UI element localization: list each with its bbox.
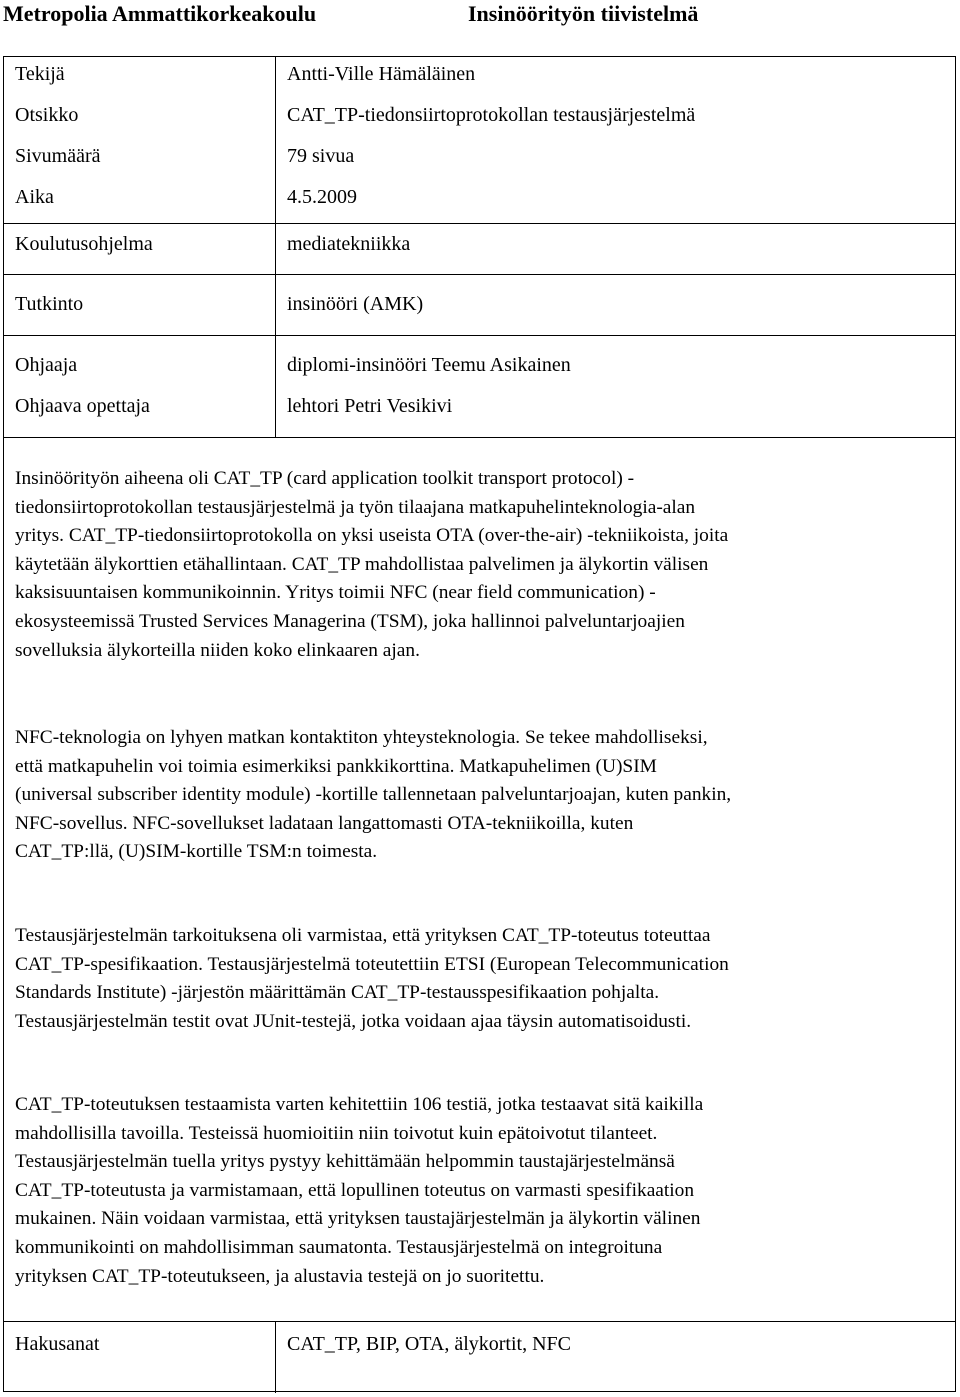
teacher-value: lehtori Petri Vesikivi [287, 395, 453, 417]
paragraph-line: Insinöörityön aiheena oli CAT_TP (card application toolkit transport protocol) - [15, 468, 635, 489]
supervisor-value: diplomi-insinööri Teemu Asikainen [287, 354, 571, 376]
paragraph-line: Testausjärjestelmän tarkoituksena oli varmistaa, että yrityksen CAT_TP-toteutus toteuttaa [15, 925, 711, 946]
abstract-paragraph-4 [15, 1091, 950, 1291]
paragraph-line: sovelluksia älykorteilla niiden koko elinkaaren ajan. [15, 639, 420, 661]
document-header [3, 0, 958, 28]
paragraph-line: NFC-sovellus. NFC-sovellukset ladataan langattomasti OTA-tekniikoilla, kuten [15, 812, 634, 834]
divider [4, 437, 955, 438]
abstract-form [3, 56, 956, 1392]
divider [4, 223, 955, 224]
author-label: Tekijä [15, 63, 65, 85]
paragraph-line: CAT_TP-toteutusta ja varmistamaan, että lopullinen toteutus on varmasti spesifikaation [15, 1179, 695, 1201]
paragraph-line: CAT_TP-toteutuksen testaamista varten kehitettiin 106 testiä, jotka testaavat sitä kaikilla [15, 1094, 704, 1115]
divider [4, 274, 955, 275]
supervisor-label: Ohjaaja [15, 354, 78, 376]
pages-label: Sivumäärä [15, 145, 101, 167]
paragraph-line: CAT_TP-spesifikaation. Testausjärjestelmä toteutettiin ETSI (European Telecommunication [15, 953, 729, 975]
program-label: Koulutusohjelma [15, 233, 153, 255]
paragraph-line: käytetään älykorttien etähallintaan. CAT_TP mahdollistaa palvelimen ja älykortin välisen [15, 553, 709, 575]
document-title: Insinöörityön tiivistelmä [468, 1, 699, 26]
paragraph-line: yritys. CAT_TP-tiedonsiirtoprotokolla on yksi useista OTA (over-the-air) -tekniikoista, joita [15, 525, 729, 547]
pages-value: 79 sivua [287, 145, 355, 167]
paragraph-line: Standards Institute) -järjestön määrittämän CAT_TP-testausspesifikaation pohjalta. [15, 982, 660, 1004]
abstract-paragraph-2 [15, 724, 950, 867]
date-value: 4.5.2009 [287, 186, 357, 208]
title-label: Otsikko [15, 104, 79, 126]
keywords-value: CAT_TP, BIP, OTA, älykortit, NFC [287, 1333, 571, 1355]
paragraph-line: kaksisuuntaisen kommunikoinnin. Yritys toimii NFC (near field communication) - [15, 582, 656, 604]
paragraph-line: mukainen. Näin voidaan varmistaa, että yrityksen taustajärjestelmän ja älykortin välinen [15, 1208, 701, 1230]
program-value: mediatekniikka [287, 233, 411, 255]
paragraph-line: CAT_TP:llä, (U)SIM-kortille TSM:n toimesta. [15, 841, 378, 863]
school-name: Metropolia Ammattikorkeakoulu [3, 1, 317, 26]
paragraph-line: ekosysteemissä Trusted Services Managerina (TSM), joka hallinnoi palveluntarjoajien [15, 610, 685, 632]
degree-label: Tutkinto [15, 293, 84, 315]
degree-value: insinööri (AMK) [287, 293, 424, 315]
author-value: Antti-Ville Hämäläinen [287, 63, 476, 85]
paragraph-line: NFC-teknologia on lyhyen matkan kontaktiton yhteysteknologia. Se tekee mahdolliseksi, [15, 727, 708, 748]
title-value: CAT_TP-tiedonsiirtoprotokollan testausjärjestelmä [287, 104, 696, 126]
paragraph-line: kommunikointi on mahdollisimman saumatonta. Testausjärjestelmä on integroituna [15, 1236, 663, 1258]
column-divider [275, 57, 276, 437]
column-divider [275, 1321, 276, 1393]
abstract-paragraph-3 [15, 922, 950, 1036]
paragraph-line: että matkapuhelin voi toimia esimerkiksi pankkikorttina. Matkapuhelimen (U)SIM [15, 755, 657, 777]
abstract-paragraph-1 [15, 465, 950, 665]
divider [4, 335, 955, 336]
paragraph-line: tiedonsiirtoprotokollan testausjärjestelmä ja työn tilaajana matkapuhelinteknologia-alan [15, 496, 696, 518]
teacher-label: Ohjaava opettaja [15, 395, 150, 417]
paragraph-line: (universal subscriber identity module) -kortille tallennetaan palveluntarjoajan, kuten pankin, [15, 784, 732, 806]
date-label: Aika [15, 186, 54, 208]
paragraph-line: yrityksen CAT_TP-toteutukseen, ja alustavia testejä on jo suoritettu. [15, 1265, 545, 1287]
paragraph-line: mahdollisilla tavoilla. Testeissä huomioitiin niin toivotut kuin epätoivotut tilanteet. [15, 1122, 658, 1144]
paragraph-line: Testausjärjestelmän tuella yritys pystyy kehittämään helpommin taustajärjestelmänsä [15, 1151, 675, 1173]
paragraph-line: Testausjärjestelmän testit ovat JUnit-testejä, jotka voidaan ajaa täysin automatisoidusti. [15, 1010, 692, 1032]
keywords-label: Hakusanat [15, 1333, 100, 1355]
divider [4, 1321, 955, 1322]
